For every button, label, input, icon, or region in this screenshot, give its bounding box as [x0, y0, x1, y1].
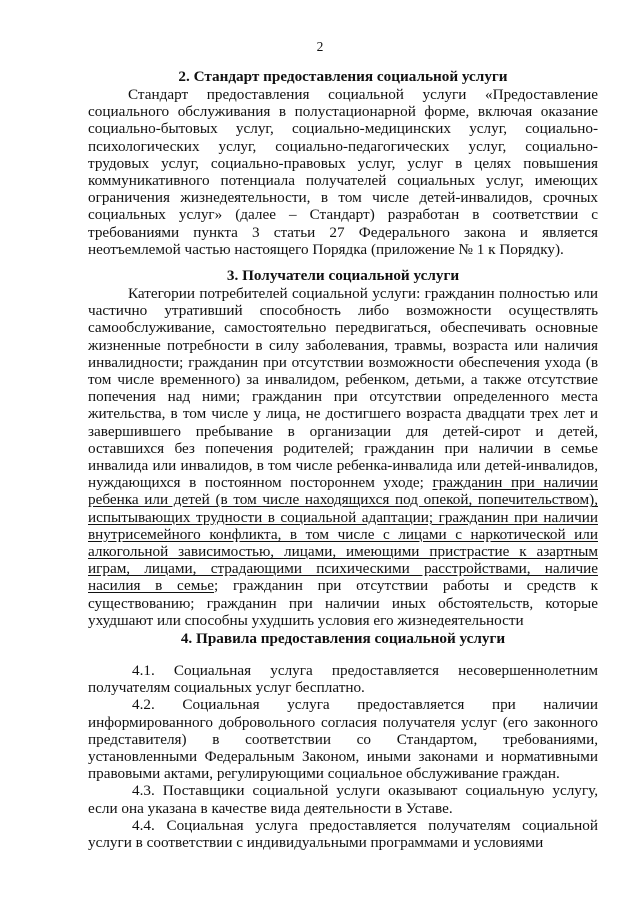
- section-3-paragraph: [88, 285, 598, 629]
- rule-item-4-2: 4.2. Социальная услуга предоставляется при наличии информированного добровольного согласия получателя услуг (его законного представителя) в соответствии со Стандартом, требованиями, установленными Федеральным Законом, иными законами и нормативными правовыми актами, регулирующими социальное обслуживание граждан.: [88, 696, 598, 783]
- page-number: 2: [316, 39, 324, 54]
- section-4-heading: 4. Правила предоставления социальной услуги: [180, 630, 506, 647]
- section-4-body: [88, 662, 598, 851]
- section-3-body: [88, 285, 598, 629]
- rule-item-4-1: 4.1. Социальная услуга предоставляется несовершеннолетним получателям социальных услуг бесплатно.: [88, 662, 598, 697]
- recipients-text: Категории потребителей социальной услуги: гражданин полностью или частично утративший способность либо возможности осуществлять самообслуживание, самостоятельно передвигаться, обеспечивать основные жизненные потребности в силу заболевания, травмы, возраста или наличия инвалидности; гражданин при отсутствии возможности обеспечения ухода (в том числе временного) за инвалидом, ребенком, детьми, а также отсутствие попечения над ними; гражданин при отсутствии определенного места жительства, в том числе у лица, не достигшего возраста двадцати трех лет и завершившего пребывание в организации для детей-сирот и детей, оставшихся без попечения родителей; гражданин при наличии в семье инвалида или инвалидов, в том числе ребенка-инвалида или детей-инвалидов, нуждающихся в постоянном постороннем уходе;: [88, 285, 598, 492]
- section-2-paragraph: Стандарт предоставления социальной услуги «Предоставление социального обслуживания в полустационарной форме, включая оказание социально-бытовых услуг, социально-медицинских услуг, социально-психологических услуг, социально-педагогических услуг, социально-трудовых услуг, социально-правовых услуг, услуг в целях повышения коммуникативного потенциала получателей социальных услуг, имеющих ограничения жизнедеятельности, в том числе детей-инвалидов, срочных социальных услуг» (далее – Стандарт) разработан в соответствии с требованиями пункта 3 статьи 27 Федерального закона и является неотъемлемой частью настоящего Порядка (приложение № 1 к Порядку).: [88, 86, 598, 258]
- recipients-underlined-text: гражданин при наличии ребенка или детей (в том числе находящихся под опекой, попечительством), испытывающих трудности в социальной адаптации; гражданин при наличии внутрисемейного конфликта, в том числе с лицами с наркотической или алкогольной зависимостью, лицами, имеющими пристрастие к азартным играм, лицами, страдающими психическими расстройствами, наличие насилия в семье: [88, 474, 598, 595]
- section-2-body: [88, 86, 598, 258]
- rule-item-4-4: 4.4. Социальная услуга предоставляется получателям социальной услуги в соответствии с индивидуальными программами и условиями: [88, 816, 598, 852]
- section-2-heading: 2. Стандарт предоставления социальной услуги: [178, 68, 508, 85]
- rule-item-4-3: 4.3. Поставщики социальной услуги оказывают социальную услугу, если она указана в качестве вида деятельности в Уставе.: [88, 782, 598, 817]
- section-3-heading: 3. Получатели социальной услуги: [226, 267, 460, 284]
- recipients-text-end: ; гражданин при отсутствии работы и средств к существованию; гражданин при наличии иных обстоятельств, которые ухудшают или способны ухудшить условия его жизнедеятельности: [88, 577, 598, 629]
